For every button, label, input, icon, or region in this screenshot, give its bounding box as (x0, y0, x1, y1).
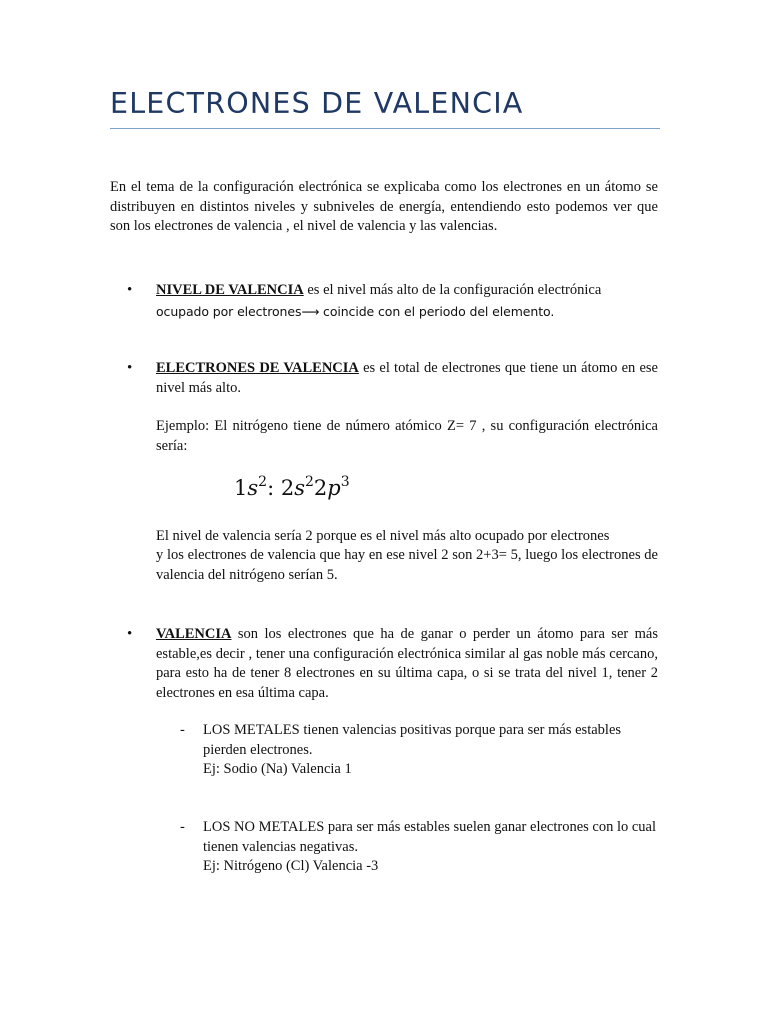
nivel-de-valencia-item (156, 281, 658, 321)
no-metales-example: Ej: Nitrógeno (Cl) Valencia -3 (203, 858, 379, 874)
nivel-line-2: ocupado por electrones⟶ coincide con el periodo del elemento. (156, 303, 555, 319)
formula-coef-1: 1 (234, 476, 248, 500)
explanation-paragraph: y los electrones de valencia que hay en ese nivel 2 son 2+3= 5, luego los electrones de valencia del nitrógeno serían 5. (156, 547, 658, 583)
metales-item (203, 721, 659, 780)
formula-exp-2: 2 (304, 474, 314, 490)
formula-orbital-2: s (294, 476, 305, 500)
formula-separator: : 2 (267, 476, 295, 500)
title-underline-rule (110, 128, 660, 129)
metales-text: LOS METALES tienen valencias positivas porque para ser más estables pierden electrones. (203, 722, 622, 758)
electrones-text: es el total de electrones que tiene un átomo en ese nivel más alto. (156, 360, 658, 396)
bullet-electrones: • (127, 360, 133, 376)
valencia-text: son los electrones que ha de ganar o perder un átomo para ser más estable,es decir , tener una configuración electrónica similar al gas noble más cercano, para esto ha de tener 8 electrones en su última capa, o si se trata del nivel 1, tener 2 electrones en esa última capa. (156, 626, 658, 701)
nivel-term: NIVEL DE VALENCIA (156, 282, 304, 298)
metales-example: Ej: Sodio (Na) Valencia 1 (203, 761, 352, 777)
explanation-line-1: El nivel de valencia sería 2 porque es el nivel más alto ocupado por electrones (156, 528, 610, 544)
electrones-term: ELECTRONES DE VALENCIA (156, 360, 359, 376)
nivel-line-1 (156, 281, 658, 301)
nivel-text: es el nivel más alto de la configuración electrónica (303, 282, 602, 298)
bullet-nivel: • (127, 282, 133, 298)
bullet-valencia: • (127, 626, 133, 642)
electrones-de-valencia-item (156, 359, 658, 398)
valencia-item (156, 625, 658, 703)
electron-configuration-formula (234, 476, 350, 500)
no-metales-text: LOS NO METALES para ser más estables suelen ganar electrones con lo cual tienen valencias negativas. (203, 819, 657, 855)
formula-orbital-1: s (247, 476, 259, 500)
intro-paragraph: En el tema de la configuración electrónica se explicaba como los electrones en un átomo se distribuyen en distintos niveles y subniveles de energía, entendiendo esto podemos ver que son los electrones de valencia , el nivel de valencia y las valencias. (110, 179, 658, 234)
valencia-term: VALENCIA (156, 626, 232, 642)
formula-exp-3: 3 (340, 474, 350, 490)
formula-orbital-3: p (327, 476, 341, 500)
dash-no-metales: - (180, 819, 185, 835)
example-paragraph: Ejemplo: El nitrógeno tiene de número atómico Z= 7 , su configuración electrónica sería: (156, 418, 658, 454)
page-title: ELECTRONES DE VALENCIA (110, 87, 524, 120)
formula-exp-1: 2 (258, 474, 268, 490)
formula-coef-3: 2 (313, 476, 328, 500)
no-metales-item (203, 818, 659, 877)
dash-metales: - (180, 722, 185, 738)
